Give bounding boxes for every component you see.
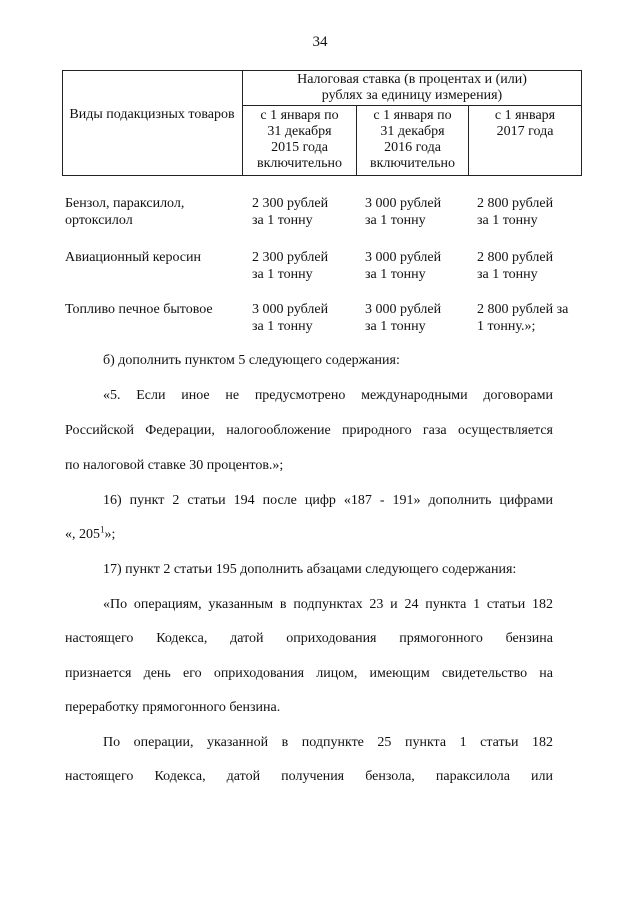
- table-right-border: [581, 70, 582, 176]
- period-line: 31 декабря: [267, 124, 332, 139]
- paragraph-5-line-3: по налоговой ставке 30 процентов.»;: [65, 458, 284, 473]
- text-line: 2 300 рублей: [252, 196, 329, 211]
- text-line: 2 800 рублей: [477, 196, 554, 211]
- text-line: 3 000 рублей: [365, 250, 442, 265]
- row-goods-name: [65, 195, 245, 229]
- text-line: за 1 тонну: [252, 319, 313, 334]
- text-line: за 1 тонну: [365, 267, 426, 282]
- header-rate-line-2: рублях за единицу измерения): [321, 88, 503, 103]
- quote-1-line-1: «По операциям, указанным в подпунктах 23 и 24 пункта 1 статьи 182: [103, 597, 553, 612]
- text-line: 1 тонну.»;: [477, 319, 536, 334]
- row-rate-2015: [252, 195, 362, 229]
- row-rate-2015: [252, 249, 362, 283]
- table-bottom-border: [62, 175, 582, 176]
- quote-1-line-3: признается день его оприходования лицом, имеющим свидетельство на: [65, 666, 553, 681]
- table-left-border: [62, 70, 63, 176]
- period-line: включительно: [256, 156, 343, 171]
- text-line: ортоксилол: [65, 213, 133, 228]
- header-period-2017: [469, 108, 581, 140]
- row-rate-2017: [477, 249, 587, 283]
- text-line: за 1 тонну: [365, 213, 426, 228]
- text-segment: »;: [104, 527, 116, 542]
- header-goods-type: Виды подакцизных товаров: [69, 107, 235, 122]
- table-rate-subheader-rule: [242, 105, 582, 106]
- header-rate-title: [243, 72, 581, 104]
- text-line: 3 000 рублей: [365, 196, 442, 211]
- header-period-2015: [243, 108, 356, 172]
- period-line: 2016 года: [384, 140, 441, 155]
- text-line: 3 000 рублей: [252, 302, 329, 317]
- text-line: 2 300 рублей: [252, 250, 329, 265]
- period-line: с 1 января: [494, 108, 556, 123]
- row-rate-2016: [365, 301, 475, 335]
- row-goods-name: [65, 301, 245, 318]
- row-rate-2016: [365, 249, 475, 283]
- text-line: 2 800 рублей: [477, 250, 554, 265]
- text-segment: «, 205: [65, 527, 100, 542]
- quote-1-line-4: переработку прямогонного бензина.: [65, 700, 281, 715]
- tax-rate-table-header: [62, 70, 582, 176]
- text-line: за 1 тонну: [252, 267, 313, 282]
- text-line: Авиационный керосин: [65, 250, 202, 265]
- text-line: за 1 тонну: [365, 319, 426, 334]
- paragraph-5-line-1: «5. Если иное не предусмотрено международными договорами: [103, 388, 553, 403]
- paragraph-17: 17) пункт 2 статьи 195 дополнить абзацами следующего содержания:: [103, 562, 517, 577]
- paragraph-5-line-2: Российской Федерации, налогообложение природного газа осуществляется: [65, 423, 553, 438]
- period-line: с 1 января по: [373, 108, 452, 123]
- row-goods-name: [65, 249, 245, 266]
- text-line: Топливо печное бытовое: [65, 302, 213, 317]
- row-rate-2015: [252, 301, 362, 335]
- paragraph-b: б) дополнить пунктом 5 следующего содержания:: [103, 353, 400, 368]
- row-rate-2017: [477, 301, 587, 335]
- text-line: за 1 тонну: [477, 267, 538, 282]
- period-line: 31 декабря: [380, 124, 445, 139]
- header-rate-line-1: Налоговая ставка (в процентах и (или): [297, 72, 527, 87]
- paragraph-16-line-2: [65, 526, 553, 544]
- period-line: 2015 года: [271, 140, 328, 155]
- period-line: с 1 января по: [260, 108, 339, 123]
- period-line: 2017 года: [496, 124, 554, 139]
- period-line: включительно: [369, 156, 456, 171]
- row-rate-2016: [365, 195, 475, 229]
- header-period-2016: [357, 108, 468, 172]
- text-line: за 1 тонну: [252, 213, 313, 228]
- page-number: 34: [312, 34, 328, 50]
- quote-2-line-1: По операции, указанной в подпункте 25 пункта 1 статьи 182: [103, 735, 553, 750]
- paragraph-16-line-1: 16) пункт 2 статьи 194 после цифр «187 - 191» дополнить цифрами: [103, 493, 553, 508]
- superscript-digit: 1: [100, 524, 105, 535]
- quote-1-line-2: настоящего Кодекса, датой оприходования прямогонного бензина: [65, 631, 553, 646]
- text-line: Бензол, параксилол,: [65, 196, 185, 211]
- quote-2-line-2: настоящего Кодекса, датой получения бензола, параксилола или: [65, 769, 553, 784]
- row-rate-2017: [477, 195, 587, 229]
- text-line: за 1 тонну: [477, 213, 538, 228]
- text-line: 2 800 рублей за: [477, 302, 569, 317]
- table-top-border: [62, 70, 582, 71]
- text-line: 3 000 рублей: [365, 302, 442, 317]
